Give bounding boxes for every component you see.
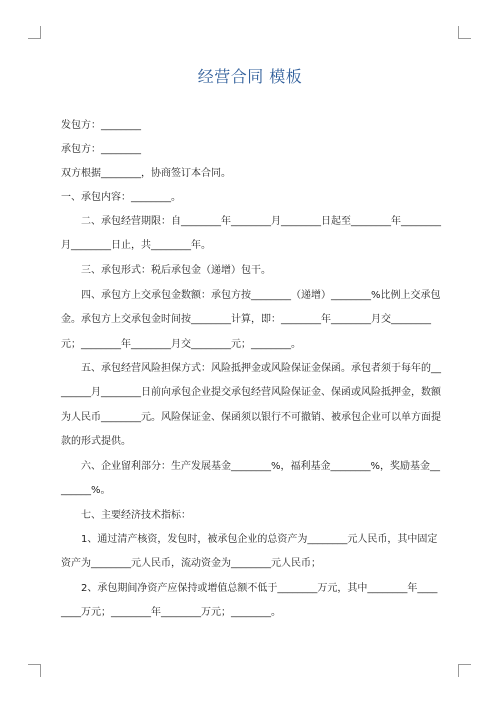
clause-1-content: 一、承包内容：________。 <box>61 192 181 203</box>
page-corner-mark-bottom-left <box>28 664 41 677</box>
page-corner-mark-top-left <box>28 26 41 39</box>
clause-7-item-2: 2、承包期间净资产应保持或增值总额不低于________万元，其中________年________万元；________年________万元；________。 <box>61 583 438 619</box>
clause-2-term: 二、承包经营期限：自________年________月________日起至________年________月________日止，共________年。 <box>61 216 441 252</box>
clause-5-guarantee: 五、承包经营风险担保方式：风险抵押金或风险保证金保函。承包者须于每年的________月________日前向承包企业提交承包经营风险保证金、保函或风险抵押金，数额为人民币________元。风险保证金、保函须以银行不可撤销、被承包企业可以单方面提款的形式提供。 <box>61 363 441 447</box>
clause-7-item-1: 1、通过清产核资，发包时，被承包企业的总资产为________元人民币，其中固定资产为________元人民币，流动资金为________元人民币； <box>61 534 438 570</box>
document-title: 经营合同 模板 <box>197 67 303 86</box>
clause-4-payment: 四、承包方上交承包金数额：承包方按________（递增）________%比例上交承包金。承包方上交承包金时间按________计算，即：________年________月交________元；________年________月交________元；________。 <box>61 290 441 350</box>
page-corner-mark-bottom-right <box>458 664 471 677</box>
page-corner-mark-top-right <box>458 26 471 39</box>
clause-7-heading: 七、主要经济技术指标： <box>81 510 191 521</box>
clause-3-form: 三、承包形式：税后承包金（递增）包干。 <box>81 265 271 276</box>
contractor-line: 承包方：________ <box>61 144 141 155</box>
employer-line: 发包方：________ <box>61 120 141 131</box>
basis-line: 双方根据________，协商签订本合同。 <box>61 168 231 179</box>
clause-6-retained-profit: 六、企业留利部分：生产发展基金________%，福利基金________%，奖励基金________%。 <box>61 461 441 497</box>
